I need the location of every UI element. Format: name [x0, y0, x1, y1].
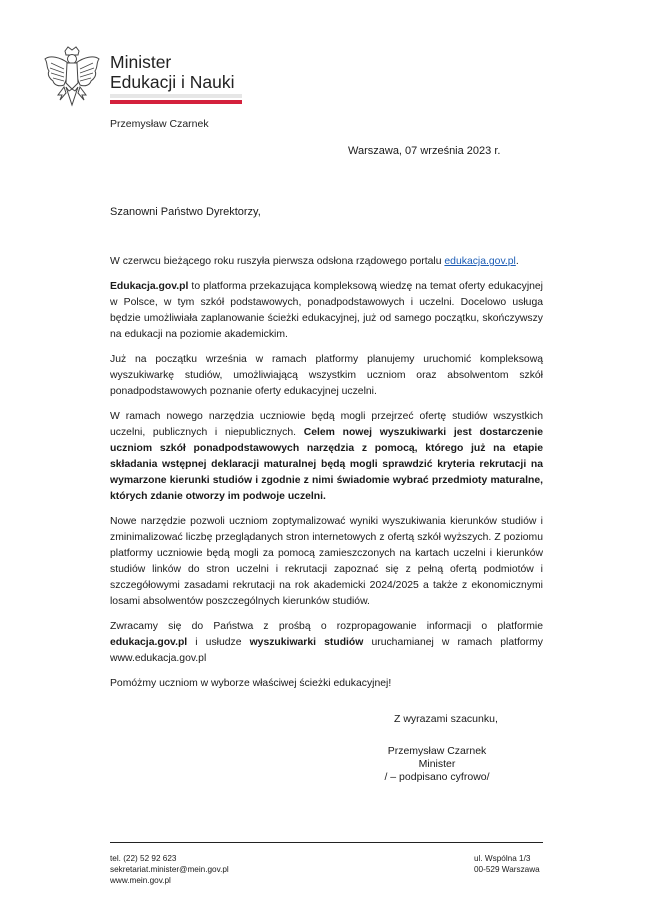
paragraph-3: Już na początku września w ramach platformy planujemy uruchomić kompleksową wyszukiwarkę studiów, umożliwiającą wszystkim uczniom oraz absolwentom szkół ponadpodstawowych poznanie oferty edukacyjnej uczelni.: [110, 354, 543, 397]
paragraph-7: Pomóżmy uczniom w wyborze właściwej ścieżki edukacyjnej!: [110, 678, 392, 689]
paragraph-6-text-1: Zwracamy się do Państwa z prośbą o rozpropagowanie informacji o platformie: [110, 621, 543, 632]
paragraph-1-end: .: [515, 256, 519, 267]
ministry-name: [110, 52, 235, 92]
paragraph-1: [110, 254, 543, 270]
paragraph-2-bold: Edukacja.gov.pl: [110, 281, 189, 292]
footer-divider: [110, 842, 543, 843]
footer-city: 00-529 Warszawa: [474, 865, 540, 874]
paragraph-6-bold-2: wyszukiwarki studiów: [249, 637, 364, 648]
flag-stripe-white: [110, 94, 242, 98]
signature-digital: / – podpisano cyfrowo/: [384, 771, 490, 783]
footer-website[interactable]: www.mein.gov.pl: [110, 876, 171, 885]
paragraph-4-text: W ramach nowego narzędzia uczniowie będą mogli przejrzeć ofertę studiów wszystkich uczelni, publicznych i niepublicznych.: [110, 411, 543, 438]
footer-email[interactable]: sekretariat.minister@mein.gov.pl: [110, 865, 229, 874]
portal-link[interactable]: edukacja.gov.pl: [444, 256, 516, 267]
paragraph-6-bold-1: edukacja.gov.pl: [110, 637, 188, 648]
signature-block: [362, 745, 512, 784]
footer-contact: [110, 853, 229, 886]
flag-stripe-red: [110, 100, 242, 104]
signature-name: Przemysław Czarnek: [387, 745, 487, 757]
paragraph-2: [110, 279, 543, 343]
footer-address: [474, 853, 540, 875]
paragraph-4-bold: Celem nowej wyszukiwarki jest dostarczenie uczniom szkół ponadpodstawowych narzędzia z pomocą, którego już na etapie składania wstępnej deklaracji maturalnej będą mogli sprawdzić kryteria rekrutacji na wymarzone kierunki studiów i zgodnie z nimi świadomie wybrać przedmioty maturalne, których zdanie otworzy im podwoje uczelni.: [110, 427, 543, 502]
letter-body: [110, 254, 543, 701]
signature-title: Minister: [418, 758, 456, 770]
paragraph-5: Nowe narzędzie pozwoli uczniom zoptymalizować wyniki wyszukiwania kierunków studiów i zminimalizować liczbę przeglądanych stron internetowych z ofertą szkół wyższych. Z poziomu platformy uczniowie będą mogli za pomocą zamieszczonych na kartach uczelni i kierunków studiów linków do stron uczelni i rekrutacji zapoznać się z pełną ofertą podmiotów i szczegółowymi zasadami rekrutacji na rok akademicki 2024/2025 a także z ekonomicznymi losami absolwentów poszczególnych kierunków studiów.: [110, 516, 543, 607]
paragraph-6-text-3: uruchamianej w ramach platformy www.edukacja.gov.pl: [110, 637, 543, 664]
footer-street: ul. Wspólna 1/3: [474, 854, 531, 863]
closing: Z wyrazami szacunku,: [394, 713, 498, 725]
paragraph-6: [110, 619, 543, 667]
letterhead-author: Przemysław Czarnek: [110, 118, 209, 130]
paragraph-1-text: W czerwcu bieżącego roku ruszyła pierwsza odsłona rządowego portalu: [110, 256, 445, 267]
paragraph-6-text-2: i usłudze: [187, 637, 250, 648]
salutation: Szanowni Państwo Dyrektorzy,: [110, 206, 261, 218]
place-date: Warszawa, 07 września 2023 r.: [348, 145, 501, 157]
footer-phone: tel. (22) 52 92 623: [110, 854, 177, 863]
paragraph-2-text: to platforma przekazująca kompleksową wiedzę na temat oferty edukacyjnej w Polsce, w tym szkół podstawowych, ponadpodstawowych i uczelni. Docelowo usługa będzie umożliwiała zaplanowanie ścieżki edukacyjnej, już od samego początku, skończywszy na edukacji na poziomie akademickim.: [110, 281, 543, 340]
polish-eagle-icon: [42, 45, 102, 109]
paragraph-4: [110, 409, 543, 505]
ministry-line-2: Edukacji i Nauki: [110, 72, 235, 92]
ministry-line-1: Minister: [110, 52, 172, 72]
